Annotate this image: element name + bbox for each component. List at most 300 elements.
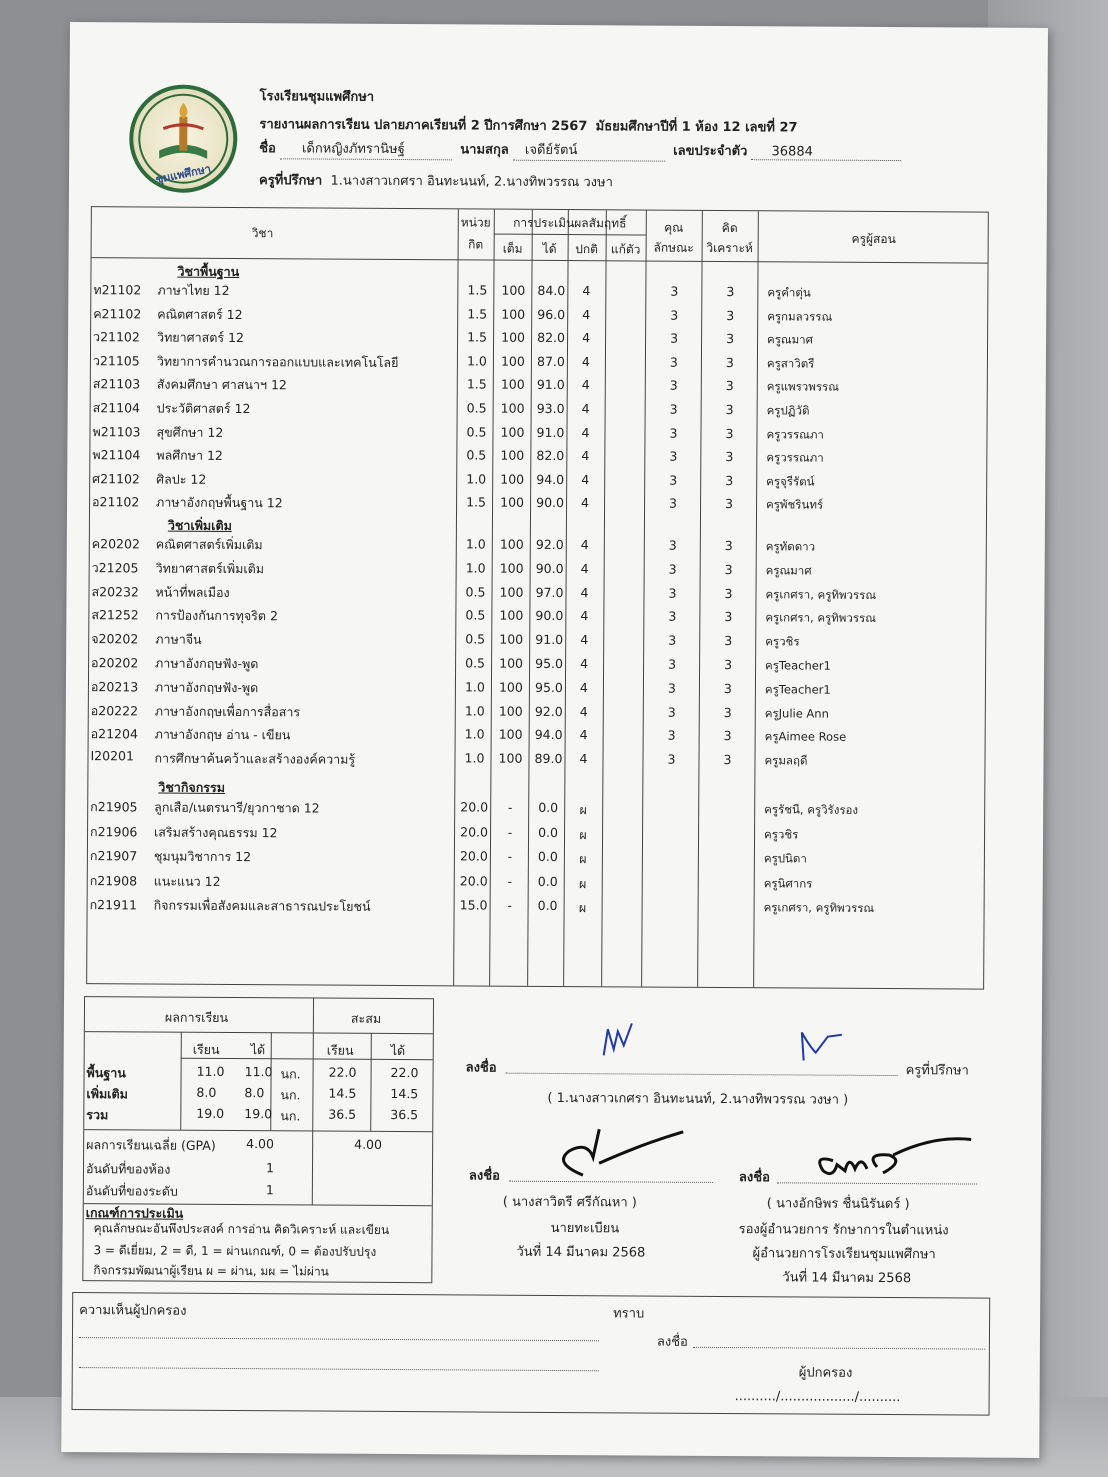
- subject-code: ว21105: [92, 352, 140, 369]
- subject-name: วิทยาศาสตร์ 12: [157, 329, 245, 346]
- grade: 4: [580, 560, 589, 576]
- subject-code: ค20202: [91, 536, 140, 552]
- credit: 0.5: [466, 400, 487, 416]
- summary-unit: นก.: [280, 1087, 301, 1103]
- table-row: [88, 818, 986, 846]
- subject-name: การศึกษาค้นคว้าและสร้างองค์ความรู้: [154, 750, 356, 767]
- character-rating: 3: [667, 728, 676, 744]
- analysis-rating: 3: [724, 609, 733, 625]
- analysis-rating: 3: [726, 331, 735, 347]
- teacher-name: ครูเกศรา, ครูทิพวรรณ: [765, 610, 876, 626]
- report-term: รายงานผลการเรียน ปลายภาคเรียนที่ 2 ปีการศึกษา 2567: [259, 117, 588, 135]
- score: 0.0: [537, 873, 558, 889]
- subject-name: สุขศึกษา 12: [156, 424, 224, 440]
- full-score: 100: [499, 655, 524, 671]
- summary-row-label: รวม: [86, 1107, 109, 1123]
- summary-box: [82, 996, 434, 1283]
- summary-results-label: ผลการเรียน: [164, 1009, 229, 1025]
- grade: 4: [580, 584, 589, 600]
- character-rating: 3: [667, 704, 676, 720]
- subject-code: อ21102: [92, 494, 140, 510]
- summary-study: 11.0: [196, 1063, 225, 1079]
- parent-opinion-box: [72, 1292, 991, 1416]
- table-row: [88, 793, 986, 821]
- header-normal: ปกติ: [575, 242, 599, 257]
- credit: 0.5: [466, 447, 487, 463]
- teacher-name: ครูแพรวพรรณ: [766, 379, 839, 395]
- score: 92.0: [535, 536, 564, 553]
- summary-acc-study: 14.5: [328, 1085, 357, 1101]
- score: 95.0: [535, 655, 564, 672]
- subject-code: ว21205: [91, 559, 139, 576]
- teacher-name: ครูJulie Ann: [764, 705, 829, 721]
- parent-sign-label: ลงชื่อ: [656, 1334, 688, 1350]
- analysis-rating: 3: [725, 378, 734, 394]
- analysis-rating: 3: [724, 657, 733, 673]
- criteria-line-2: 3 = ดีเยี่ยม, 2 = ดี, 1 = ผ่านเกณฑ์, 0 = ต้องปรับปรุง: [93, 1243, 377, 1259]
- credit: 1.0: [465, 536, 486, 552]
- full-score: 100: [498, 727, 523, 743]
- director-date: วันที่ 14 มีนาคม 2568: [782, 1270, 912, 1287]
- summary-row-label: เพิ่มเติม: [86, 1086, 128, 1102]
- grade: 4: [582, 283, 591, 299]
- full-score: 100: [500, 353, 525, 369]
- subject-name: ศิลปะ 12: [156, 471, 207, 487]
- score: 0.0: [538, 799, 559, 815]
- subject-code: ว21102: [93, 329, 140, 345]
- registrar-name: ( นางสาวิตรี ศรีกัณหา ): [502, 1194, 637, 1211]
- grade: 4: [580, 537, 589, 553]
- summary-got-header: ได้: [250, 1042, 266, 1058]
- score: 90.0: [535, 608, 564, 624]
- character-rating: 3: [668, 537, 677, 553]
- character-rating: 3: [668, 609, 677, 625]
- summary-got: 11.0: [244, 1064, 273, 1080]
- full-score: 100: [501, 329, 526, 345]
- subject-code: I20201: [90, 748, 135, 764]
- full-score: -: [507, 848, 513, 864]
- teacher-name: ครูAimee Rose: [764, 729, 847, 745]
- teacher-name: ครูวชิร: [764, 826, 799, 842]
- teacher-name: ครูเกศรา, ครูทิพวรรณ: [765, 586, 877, 602]
- criteria-line-1: คุณลักษณะอันพึงประสงค์ การอ่าน คิดวิเคราะห์ และเขียน: [93, 1221, 390, 1237]
- criteria-title: เกณฑ์การประเมิน: [85, 1205, 184, 1221]
- credit: 20.0: [460, 823, 489, 840]
- full-score: 100: [499, 536, 524, 552]
- analysis-rating: 3: [723, 728, 732, 744]
- score: 84.0: [537, 282, 566, 299]
- character-rating: 3: [670, 307, 679, 323]
- subject-code: อ20222: [90, 702, 139, 719]
- header-teacher: ครูผู้สอน: [851, 231, 896, 247]
- subject-name: สังคมศึกษา ศาสนาฯ 12: [156, 376, 287, 393]
- summary-row-label: พื้นฐาน: [86, 1065, 126, 1081]
- teacher-name: ครูคำตุ่น: [767, 285, 811, 300]
- full-score: 100: [500, 471, 525, 487]
- student-line: [259, 137, 901, 163]
- analysis-rating: 3: [723, 704, 732, 720]
- parent-opinion-label: ความเห็นผู้ปกครอง: [79, 1303, 187, 1319]
- table-row: [88, 744, 986, 772]
- character-rating: 3: [668, 656, 677, 672]
- analysis-rating: 3: [725, 402, 734, 418]
- header-fix: แก้ตัว: [610, 242, 641, 257]
- score: 90.0: [535, 560, 564, 576]
- full-score: 100: [500, 424, 525, 440]
- score: 82.0: [537, 330, 566, 346]
- rank-level-label: อันดับที่ของระดับ: [85, 1183, 178, 1199]
- score: 87.0: [536, 353, 565, 369]
- student-id: 36884: [751, 144, 901, 161]
- full-score: 100: [500, 495, 525, 511]
- full-score: 100: [499, 584, 524, 600]
- grade: ผ: [579, 802, 587, 818]
- full-score: 100: [500, 400, 525, 416]
- rank-room-label: อันดับที่ของห้อง: [85, 1161, 171, 1177]
- subject-code: อ21204: [90, 726, 138, 742]
- credit: 1.0: [464, 726, 485, 742]
- grade: ผ: [579, 851, 587, 867]
- full-score: 100: [498, 750, 523, 766]
- analysis-rating: 3: [725, 449, 734, 465]
- subject-name: ภาษาไทย 12: [157, 282, 230, 298]
- analysis-rating: 3: [725, 496, 734, 512]
- teacher-name: ครูมลฤดี: [764, 753, 808, 768]
- full-score: 100: [501, 306, 526, 322]
- summary-acc-study-header: เรียน: [326, 1042, 354, 1058]
- header-assessment: การประเมินผลสัมฤทธิ์: [513, 215, 627, 231]
- subject-name: ภาษาอังกฤษฟัง-พูด: [155, 655, 259, 672]
- subject-name: ภาษาอังกฤษฟัง-พูด: [154, 679, 259, 695]
- character-rating: 3: [669, 448, 678, 464]
- header-analysis-1: คิด: [721, 220, 738, 236]
- teacher-name: ครูพัชรินทร์: [766, 497, 824, 513]
- credit: 0.5: [465, 607, 486, 623]
- grade: ผ: [579, 826, 587, 842]
- teacher-name: ครูจุรีรัตน์: [766, 474, 815, 489]
- subject-code: พ21104: [92, 447, 141, 463]
- credit: 1.5: [466, 376, 487, 392]
- teacher-name: ครูณมาศ: [767, 332, 814, 347]
- logo-text: ชุมแพศึกษา: [154, 162, 213, 187]
- header-full: เต็ม: [502, 241, 523, 256]
- table-row: [90, 489, 988, 517]
- advisor-label: ครูที่ปรึกษา: [258, 173, 323, 189]
- subject-code: พ21103: [92, 423, 141, 440]
- registrar-role: นายทะเบียน: [550, 1220, 620, 1237]
- score: 95.0: [534, 679, 563, 695]
- header-credit-1: หน่วย: [460, 215, 491, 230]
- credit: 0.5: [465, 584, 486, 600]
- subject-name: พลศึกษา 12: [156, 447, 223, 464]
- school-name: โรงเรียนชุมแพศึกษา: [259, 89, 375, 105]
- table-row: [88, 867, 986, 895]
- rank-room-value: 1: [265, 1160, 275, 1176]
- character-rating: 3: [669, 425, 678, 441]
- gpa-value: 4.00: [246, 1136, 275, 1152]
- analysis-rating: 3: [723, 680, 732, 696]
- grade: 4: [582, 306, 591, 322]
- subject-name: แนะแนว 12: [153, 873, 221, 889]
- table-row: [88, 892, 986, 920]
- teacher-name: ครูณมาศ: [765, 563, 812, 578]
- teacher-name: ครูทัดดาว: [765, 539, 816, 554]
- id-label: เลขประจำตัว: [673, 143, 748, 160]
- score: 89.0: [534, 751, 563, 767]
- advisor-line: [259, 169, 613, 192]
- character-rating: 3: [669, 354, 678, 370]
- subject-name: กิจกรรมเพื่อสังคมและสาธารณประโยชน์: [153, 897, 371, 915]
- summary-study: 19.0: [196, 1105, 225, 1121]
- summary-unit: นก.: [280, 1108, 301, 1124]
- teacher-name: ครูนิศากร: [763, 876, 813, 891]
- score: 91.0: [536, 424, 565, 440]
- analysis-rating: 3: [725, 472, 734, 488]
- grade: 4: [581, 401, 590, 417]
- director-role-2: ผู้อำนวยการโรงเรียนชุมแพศึกษา: [752, 1246, 936, 1263]
- grade: 4: [579, 679, 588, 695]
- subject-code: ส21252: [91, 607, 139, 623]
- subject-code: ก21911: [89, 897, 137, 913]
- report-title: [259, 113, 797, 137]
- advisor-names: 1.นางสาวเกศรา อินทะนนท์, 2.นางทิพวรรณ วงษา: [330, 173, 613, 191]
- summary-acc-got: 22.0: [390, 1064, 419, 1081]
- teacher-name: ครูวรรณภา: [766, 450, 824, 465]
- analysis-rating: 3: [726, 284, 735, 300]
- teacher-name: ครูสาวิตรี: [766, 356, 815, 371]
- grade: 4: [581, 424, 590, 440]
- gpa-accum-value: 4.00: [354, 1136, 383, 1152]
- subject-code: ก21905: [90, 799, 138, 815]
- advisor-sign-role: ครูที่ปรึกษา: [905, 1063, 969, 1079]
- name-label: ชื่อ: [259, 141, 276, 157]
- analysis-rating: 3: [724, 538, 733, 554]
- grade: 4: [579, 751, 588, 767]
- full-score: -: [507, 799, 513, 815]
- grade: 4: [581, 353, 590, 369]
- registrar-sign-label: ลงชื่อ: [468, 1168, 500, 1184]
- header-credit-2: กิต: [468, 237, 484, 252]
- teacher-name: ครูTeacher1: [764, 682, 831, 697]
- advisor-sign-label: ลงชื่อ: [465, 1060, 497, 1076]
- full-score: 100: [499, 631, 524, 647]
- header-analysis-2: วิเคราะห์: [706, 240, 753, 256]
- parent-ack-label: ทราบ: [613, 1306, 645, 1322]
- credit: 1.0: [464, 703, 485, 719]
- subject-name: คณิตศาสตร์เพิ่มเติม: [155, 536, 263, 553]
- criteria-line-3: กิจกรรมพัฒนาผู้เรียน ผ = ผ่าน, มผ = ไม่ผ่าน: [93, 1263, 329, 1279]
- subject-name: หน้าที่พลเมือง: [155, 584, 230, 600]
- credit: 1.0: [466, 471, 487, 487]
- teacher-name: ครูวรรณภา: [766, 426, 824, 442]
- teacher-name: ครูรัชนี, ครูวิรังรอง: [764, 802, 859, 817]
- analysis-rating: 3: [723, 752, 732, 768]
- registrar-date: วันที่ 14 มีนาคม 2568: [516, 1244, 646, 1261]
- score: 0.0: [538, 824, 559, 840]
- subject-name: ลูกเสือ/เนตรนารี/ยุวกาชาด 12: [154, 799, 320, 816]
- character-rating: 3: [668, 632, 677, 648]
- advisor-signature-graphic: [584, 1015, 884, 1077]
- full-score: 100: [499, 608, 524, 624]
- school-logo: [129, 84, 238, 193]
- subject-code: ก21906: [90, 823, 138, 840]
- character-rating: 3: [667, 751, 676, 767]
- character-rating: 3: [669, 401, 678, 417]
- subject-name: ประวัติศาสตร์ 12: [156, 400, 251, 417]
- gpa-label: ผลการเรียนเฉลี่ย (GPA): [86, 1137, 216, 1153]
- subject-code: ก21908: [89, 872, 138, 889]
- full-score: 100: [499, 560, 524, 576]
- subject-code: อ20213: [90, 678, 139, 695]
- teacher-name: ครูTeacher1: [765, 658, 831, 673]
- subject-name: การป้องกันการทุจริต 2: [155, 607, 279, 624]
- section-basic: วิชาพื้นฐาน: [177, 263, 240, 280]
- credit: 20.0: [460, 799, 489, 815]
- score: 90.0: [536, 495, 565, 511]
- credit: 0.5: [466, 424, 487, 440]
- score: 93.0: [536, 400, 565, 417]
- credit: 1.5: [466, 494, 487, 510]
- analysis-rating: 3: [726, 307, 735, 323]
- parent-role: ผู้ปกครอง: [798, 1365, 853, 1381]
- subject-code: ก21907: [89, 848, 138, 864]
- full-score: -: [507, 873, 513, 889]
- full-score: 100: [498, 703, 523, 719]
- full-score: 100: [498, 679, 523, 695]
- director-signature-graphic: [793, 1124, 973, 1185]
- credit: 15.0: [459, 897, 488, 913]
- score: 96.0: [537, 306, 566, 322]
- grade: 4: [581, 377, 590, 393]
- report-card-sheet: [61, 22, 1048, 1458]
- grade: ผ: [578, 900, 587, 916]
- teacher-name: ครูเกศรา, ครูทิพวรรณ: [763, 900, 875, 916]
- subject-name: ชุมนุมวิชาการ 12: [153, 848, 252, 865]
- credit: 0.5: [465, 631, 486, 647]
- analysis-rating: 3: [724, 585, 733, 601]
- subject-code: อ20202: [91, 655, 139, 671]
- full-score: -: [507, 824, 513, 840]
- subject-code: ค21102: [93, 305, 142, 322]
- teacher-name: ครูปฏิวัติ: [766, 403, 810, 418]
- grades-table: [86, 206, 989, 989]
- credit: 1.5: [467, 306, 488, 322]
- credit: 1.0: [464, 750, 485, 766]
- summary-acc-got-header: ได้: [390, 1042, 406, 1059]
- credit: 1.5: [467, 282, 488, 298]
- full-score: 100: [500, 447, 525, 463]
- grade: 4: [581, 495, 590, 511]
- summary-got: 19.0: [244, 1106, 273, 1122]
- summary-unit: นก.: [280, 1066, 301, 1082]
- grade: 4: [581, 448, 590, 464]
- section-extra: วิชาเพิ่มเติม: [167, 517, 232, 533]
- grade: 4: [579, 727, 588, 743]
- character-rating: 3: [670, 330, 679, 346]
- advisor-sign-names: ( 1.นางสาวเกศรา อินทะนนท์, 2.นางทิพวรรณ วงษา ): [547, 1090, 849, 1108]
- character-rating: 3: [668, 585, 677, 601]
- grade: 4: [580, 608, 589, 624]
- parent-date-slots: ........../................../..........: [734, 1389, 901, 1406]
- table-row: [88, 842, 986, 870]
- grade: 4: [580, 632, 589, 648]
- summary-acc-study: 36.5: [328, 1106, 357, 1122]
- score: 91.0: [536, 377, 565, 393]
- score: 92.0: [534, 703, 563, 719]
- grade: 4: [580, 656, 589, 672]
- score: 97.0: [535, 584, 564, 600]
- character-rating: 3: [669, 472, 678, 488]
- credit: 1.5: [467, 329, 488, 345]
- subject-code: ศ21102: [92, 470, 140, 487]
- score: 94.0: [534, 727, 563, 743]
- subject-code: ส20232: [91, 583, 139, 600]
- analysis-rating: 3: [724, 561, 733, 577]
- rank-level-value: 1: [265, 1182, 274, 1198]
- subject-name: ภาษาอังกฤษพื้นฐาน 12: [156, 494, 283, 511]
- character-rating: 3: [667, 680, 676, 696]
- header-got: ได้: [542, 241, 557, 256]
- header-subject: วิชา: [251, 226, 274, 241]
- director-sign-label: ลงชื่อ: [738, 1170, 770, 1186]
- subject-code: ส21103: [92, 376, 141, 392]
- character-rating: 3: [669, 378, 678, 394]
- registrar-signature-graphic: [543, 1123, 703, 1184]
- character-rating: 3: [670, 283, 679, 299]
- summary-acc-study: 22.0: [328, 1064, 357, 1080]
- summary-study-header: เรียน: [192, 1041, 220, 1057]
- summary-got: 8.0: [244, 1085, 265, 1101]
- surname-label: นามสกุล: [460, 142, 509, 158]
- header-char-2: ลักษณะ: [653, 240, 694, 255]
- director-role-1: รองผู้อำนวยการ รักษาการในตำแหน่ง: [738, 1222, 949, 1239]
- summary-study: 8.0: [196, 1084, 217, 1100]
- analysis-rating: 3: [725, 425, 734, 441]
- subject-name: วิทยาการคำนวณการออกแบบและเทคโนโลยี: [156, 353, 399, 370]
- character-rating: 3: [669, 496, 678, 512]
- full-score: 100: [501, 282, 526, 298]
- score: 82.0: [536, 448, 565, 464]
- analysis-rating: 3: [725, 354, 734, 370]
- section-activity: วิชากิจกรรม: [158, 779, 226, 795]
- credit: 20.0: [459, 848, 488, 864]
- credit: 1.0: [465, 560, 486, 576]
- credit: 0.5: [465, 655, 486, 671]
- grade: 4: [581, 471, 590, 487]
- subject-name: ภาษาอังกฤษเพื่อการสื่อสาร: [154, 703, 301, 720]
- character-rating: 3: [668, 561, 677, 577]
- subject-code: จ20202: [91, 631, 139, 647]
- grade: 4: [579, 703, 588, 719]
- director-name: ( นางอักษิพร ชื่นนิรันดร์ ): [766, 1196, 910, 1213]
- credit: 1.0: [466, 353, 487, 369]
- full-score: -: [507, 898, 512, 914]
- full-score: 100: [500, 377, 525, 393]
- score: 94.0: [536, 471, 565, 487]
- subject-name: เสริมสร้างคุณธรรม 12: [154, 824, 278, 840]
- header-char-1: คุณ: [664, 220, 684, 235]
- summary-accum-label: สะสม: [350, 1010, 382, 1026]
- summary-acc-got: 14.5: [390, 1085, 419, 1102]
- subject-code: ท21102: [93, 282, 142, 298]
- report-level: มัธยมศึกษาปีที่ 1 ห้อง 12 เลขที่ 27: [595, 119, 798, 136]
- summary-acc-got: 36.5: [390, 1106, 419, 1123]
- student-surname: เจดีย์รัตน์: [513, 139, 665, 162]
- teacher-name: ครูวชิร: [765, 634, 800, 649]
- student-name: เด็กหญิงภัทรานิษฐ์: [280, 137, 452, 160]
- subject-name: ภาษาอังกฤษ อ่าน - เขียน: [154, 726, 291, 743]
- subject-name: วิทยาศาสตร์เพิ่มเติม: [155, 560, 265, 576]
